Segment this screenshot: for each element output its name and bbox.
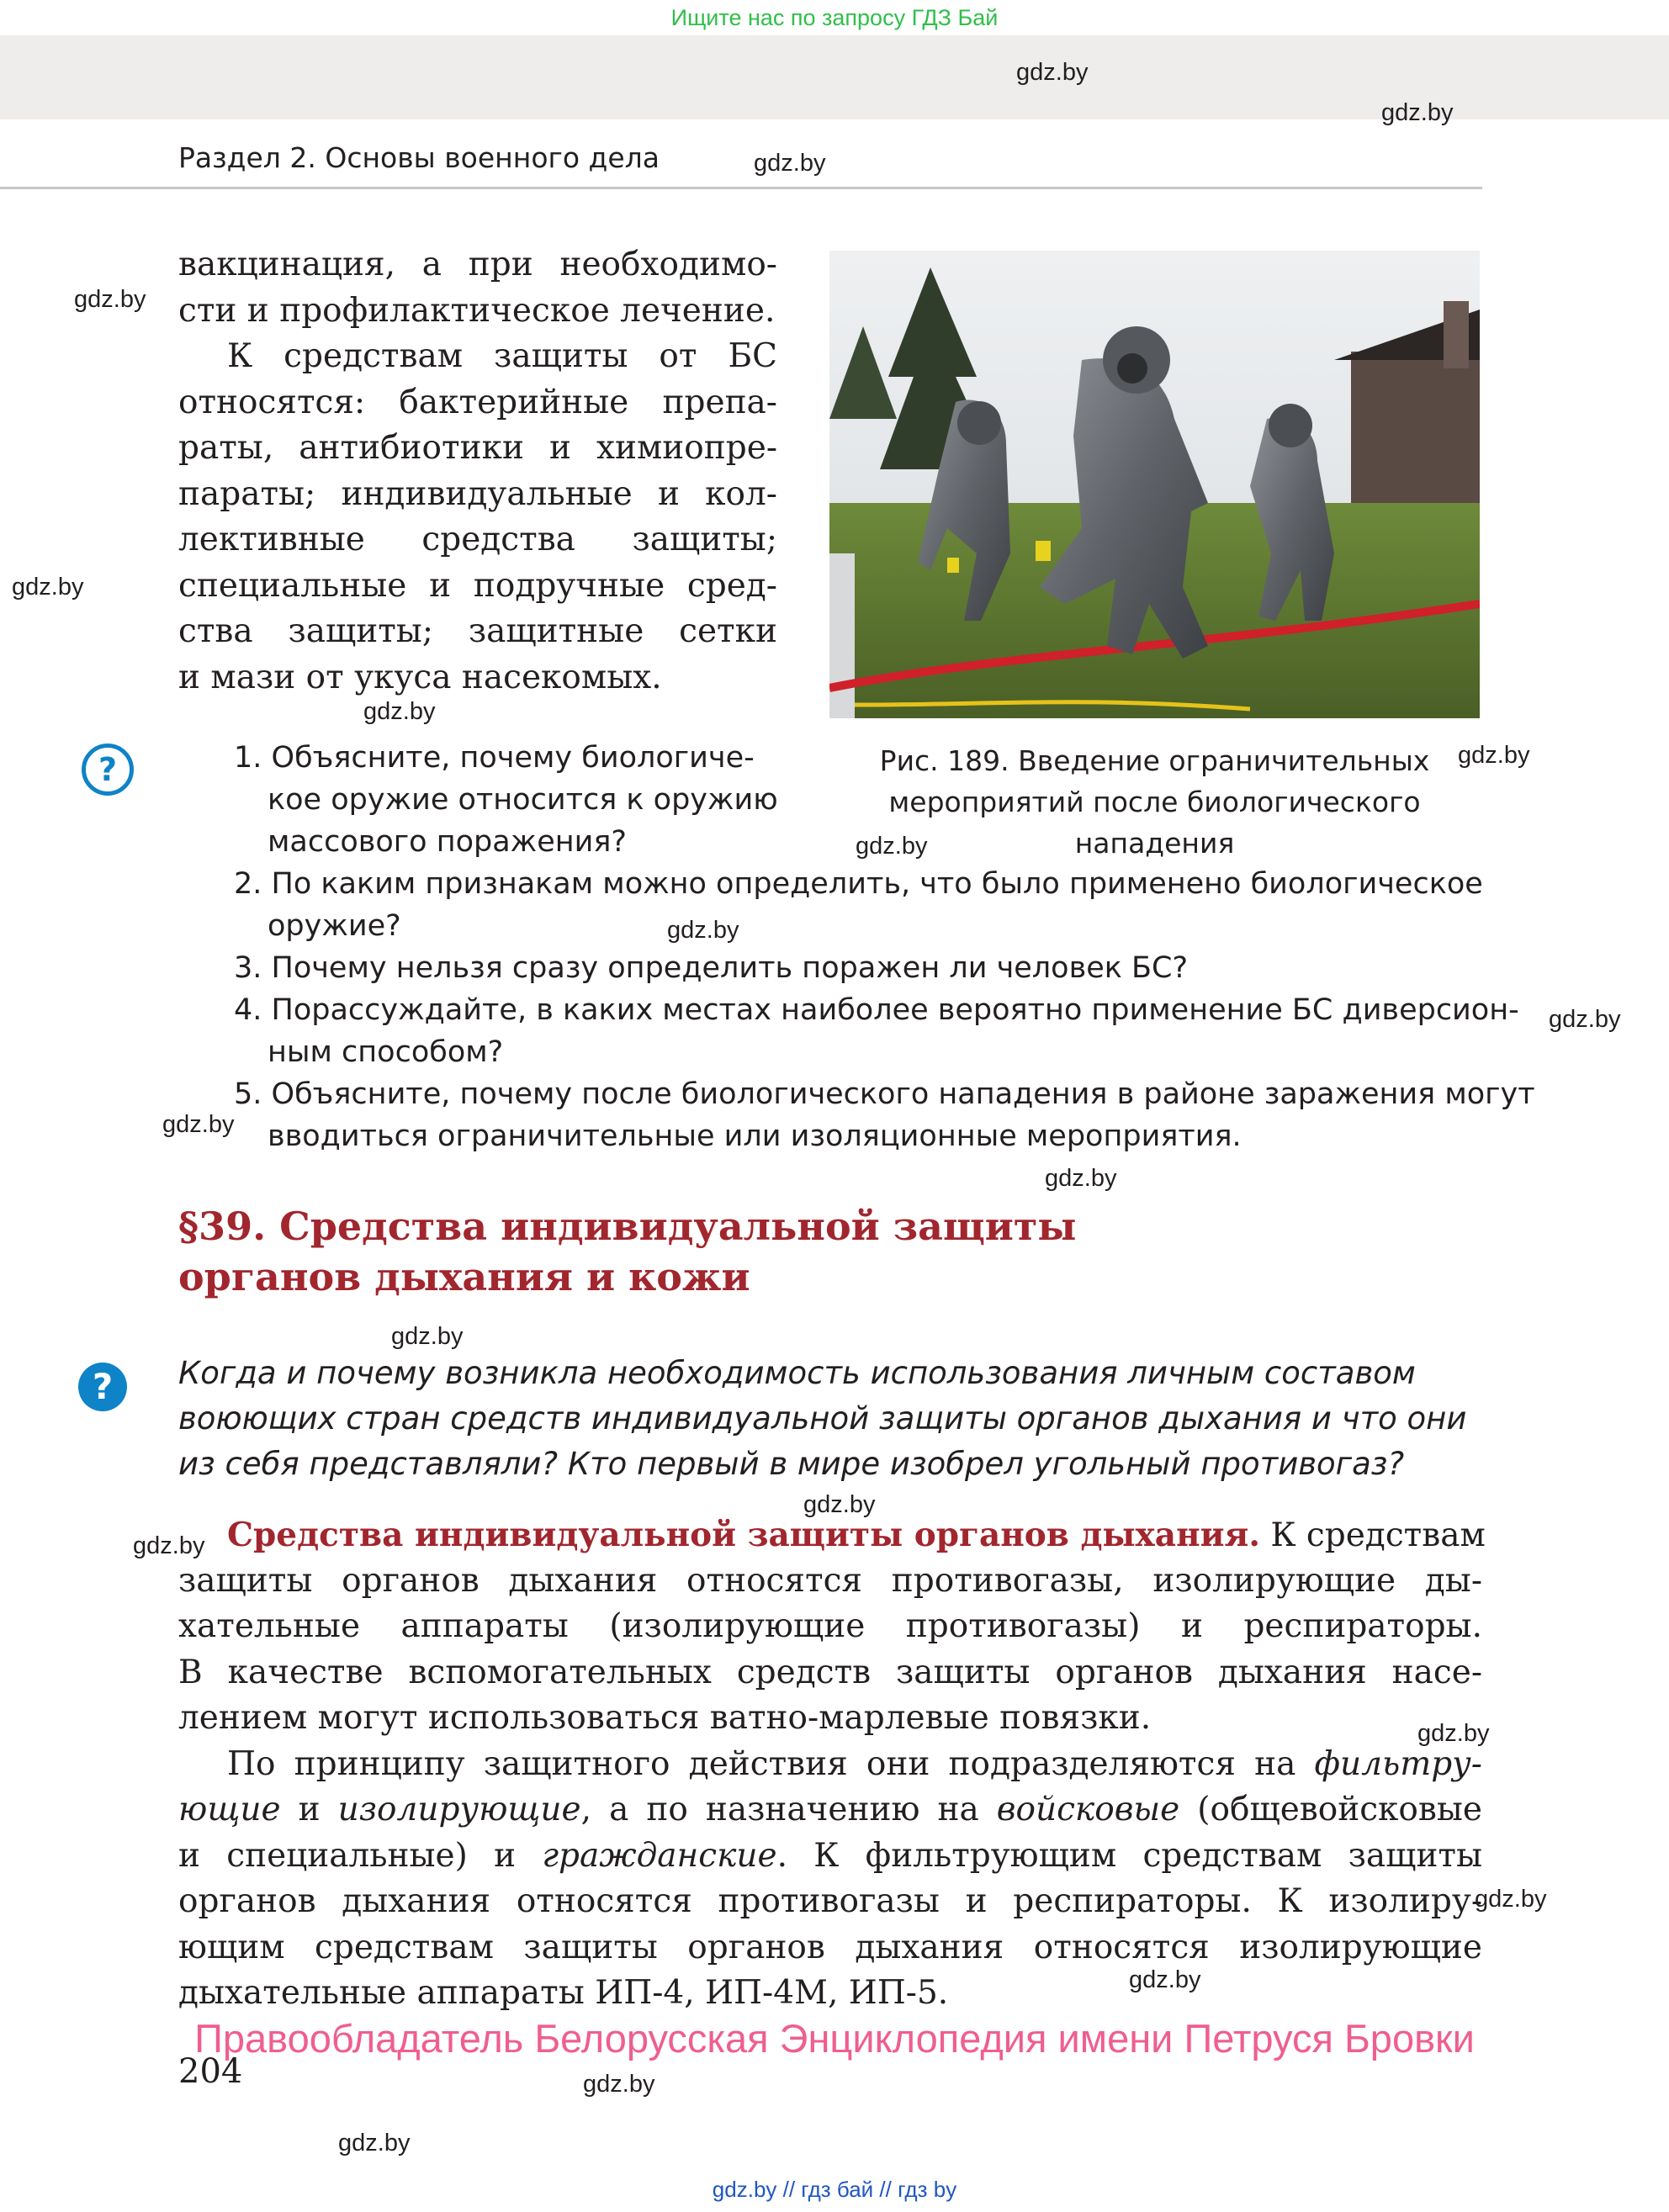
hazmat-team-image bbox=[829, 251, 1480, 718]
top-banner[interactable]: Ищите нас по запросу ГДЗ Бай bbox=[670, 5, 999, 30]
question-icon: ? bbox=[78, 1363, 127, 1411]
text-line: относятся: бактерийные препа- bbox=[178, 383, 777, 421]
watermark: gdz.by bbox=[1045, 1165, 1117, 1192]
subsection-heading: Средства индивидуальной защиты органов дыхания. bbox=[227, 1516, 1260, 1554]
watermark: gdz.by bbox=[12, 574, 84, 601]
figure-caption bbox=[829, 740, 1480, 864]
question-2 bbox=[234, 863, 1483, 947]
watermark: gdz.by bbox=[1129, 1966, 1201, 1993]
text-line bbox=[178, 1742, 1482, 1788]
question-line: массового поражения? bbox=[268, 825, 628, 859]
left-column-text bbox=[178, 242, 777, 701]
watermark: gdz.by bbox=[133, 1532, 205, 1559]
emphasis: гражданские bbox=[542, 1836, 777, 1875]
watermark: gdz.by bbox=[803, 1491, 876, 1518]
question-5 bbox=[234, 1073, 1535, 1157]
watermark: gdz.by bbox=[338, 2130, 411, 2156]
text-line: ства защиты; защитные сетки bbox=[178, 612, 777, 650]
copyright-holder: Правообладатель Белорусская Энциклопедия имени Петруся Бровки bbox=[194, 2016, 1475, 2061]
question-4 bbox=[234, 989, 1519, 1073]
watermark: gdz.by bbox=[1016, 59, 1089, 86]
text-line: органов дыхания относятся противогазы и респираторы. К изолиру- bbox=[178, 1882, 1482, 1920]
text-line: сти и профилактическое лечение. bbox=[178, 291, 776, 330]
question-line: 4. Порассуждайте, в каких местах наиболее вероятно применение БС диверсион- bbox=[234, 993, 1519, 1027]
figure-photo bbox=[829, 251, 1480, 718]
text-line: раты, антибиотики и химиопре- bbox=[178, 429, 777, 467]
title-line: органов дыхания и кожи bbox=[178, 1254, 750, 1299]
title-line: §39. Средства индивидуальной защиты bbox=[178, 1204, 1077, 1249]
text-line bbox=[178, 1512, 1486, 1558]
text-line bbox=[178, 1787, 1482, 1834]
caption-line: Рис. 189. Введение ограничительных bbox=[879, 744, 1430, 777]
text-line: дыхательные аппараты ИП-4, ИП-4М, ИП-5. bbox=[178, 1974, 949, 2012]
caption-line: мероприятий после биологического нападения bbox=[888, 786, 1421, 860]
text-fragment: . К фильтрующим средствам защиты bbox=[776, 1836, 1482, 1875]
text-line: вакцинация, а при необходимо- bbox=[178, 246, 777, 283]
text-line: защиты органов дыхания относятся противогазы, изолирующие ды- bbox=[178, 1561, 1482, 1600]
watermark: gdz.by bbox=[363, 698, 436, 725]
text-line: лением могут использоваться ватно-марлевые повязки. bbox=[178, 1699, 1152, 1737]
text-line: К средствам защиты от БС bbox=[227, 337, 777, 375]
watermark: gdz.by bbox=[754, 150, 826, 177]
watermark: gdz.by bbox=[856, 833, 928, 860]
question-icon: ? bbox=[82, 744, 134, 796]
watermark: gdz.by bbox=[1417, 1720, 1490, 1747]
text-line: хательные аппараты (изолирующие противогазы) и респираторы. bbox=[178, 1607, 1482, 1645]
watermark: gdz.by bbox=[74, 286, 146, 313]
text-line: специальные и подручные сред- bbox=[178, 566, 777, 605]
question-3 bbox=[234, 947, 1188, 989]
emphasis: фильтру- bbox=[1314, 1744, 1482, 1783]
page-number: 204 bbox=[178, 2052, 243, 2091]
question-line: ным способом? bbox=[268, 1035, 504, 1069]
header-divider bbox=[0, 187, 1482, 189]
watermark: gdz.by bbox=[1458, 742, 1530, 769]
emphasis: войсковые bbox=[996, 1791, 1180, 1828]
emphasis: изолирующие bbox=[337, 1791, 581, 1828]
text-line: ющим средствам защиты органов дыхания относятся изолирующие bbox=[178, 1928, 1482, 1966]
question-line: кое оружие относится к оружию bbox=[268, 783, 778, 817]
emphasis: ющие bbox=[178, 1791, 281, 1828]
watermark: gdz.by bbox=[1475, 1886, 1547, 1913]
text-fragment: По принципу защитного действия они подразделяются на bbox=[227, 1744, 1315, 1783]
body-text bbox=[178, 1512, 1486, 2017]
intro-question bbox=[178, 1351, 1482, 1487]
watermark: gdz.by bbox=[583, 2071, 655, 2098]
intro-line: из себя представляли? Кто первый в мире изобрел угольный противогаз? bbox=[178, 1446, 1405, 1482]
question-line: 3. Почему нельзя сразу определить поражен ли человек БС? bbox=[234, 951, 1189, 985]
question-line: вводиться ограничительные или изоляционные мероприятия. bbox=[268, 1119, 1242, 1153]
text-fragment: и bbox=[280, 1791, 338, 1828]
watermark: gdz.by bbox=[667, 917, 739, 944]
text-line: и мази от укуса насекомых. bbox=[178, 658, 662, 696]
text-line bbox=[178, 1834, 1482, 1880]
watermark: gdz.by bbox=[162, 1111, 235, 1138]
section-header: Раздел 2. Основы военного дела bbox=[178, 141, 660, 174]
text-fragment: и специальные) и bbox=[178, 1836, 543, 1875]
text-line: параты; индивидуальные и кол- bbox=[178, 474, 777, 513]
question-line: 5. Объясните, почему после биологического нападения в районе заражения могут bbox=[234, 1077, 1535, 1111]
question-line: 1. Объясните, почему биологиче- bbox=[234, 741, 755, 775]
text-fragment: К средствам bbox=[1259, 1516, 1486, 1554]
watermark: gdz.by bbox=[1549, 1006, 1621, 1033]
text-line: В качестве вспомогательных средств защиты органов дыхания насе- bbox=[178, 1653, 1482, 1691]
text-fragment: , а по назначению на bbox=[580, 1791, 997, 1828]
question-1 bbox=[234, 737, 778, 863]
intro-line: Когда и почему возникла необходимость использования личным составом bbox=[178, 1355, 1416, 1391]
intro-line: воюющих стран средств индивидуальной защиты органов дыхания и что они bbox=[178, 1400, 1467, 1437]
watermark: gdz.by bbox=[1381, 99, 1454, 126]
paragraph-title bbox=[178, 1201, 1076, 1302]
watermark: gdz.by bbox=[391, 1323, 464, 1350]
question-line: 2. По каким признакам можно определить, что было применено биологическое bbox=[234, 867, 1483, 901]
footer-links[interactable]: gdz.by // гдз бай // гдз by bbox=[712, 2177, 957, 2202]
question-line: оружие? bbox=[268, 909, 401, 943]
text-fragment: (общевойсковые bbox=[1179, 1791, 1482, 1828]
text-line: лективные средства защиты; bbox=[178, 521, 777, 558]
